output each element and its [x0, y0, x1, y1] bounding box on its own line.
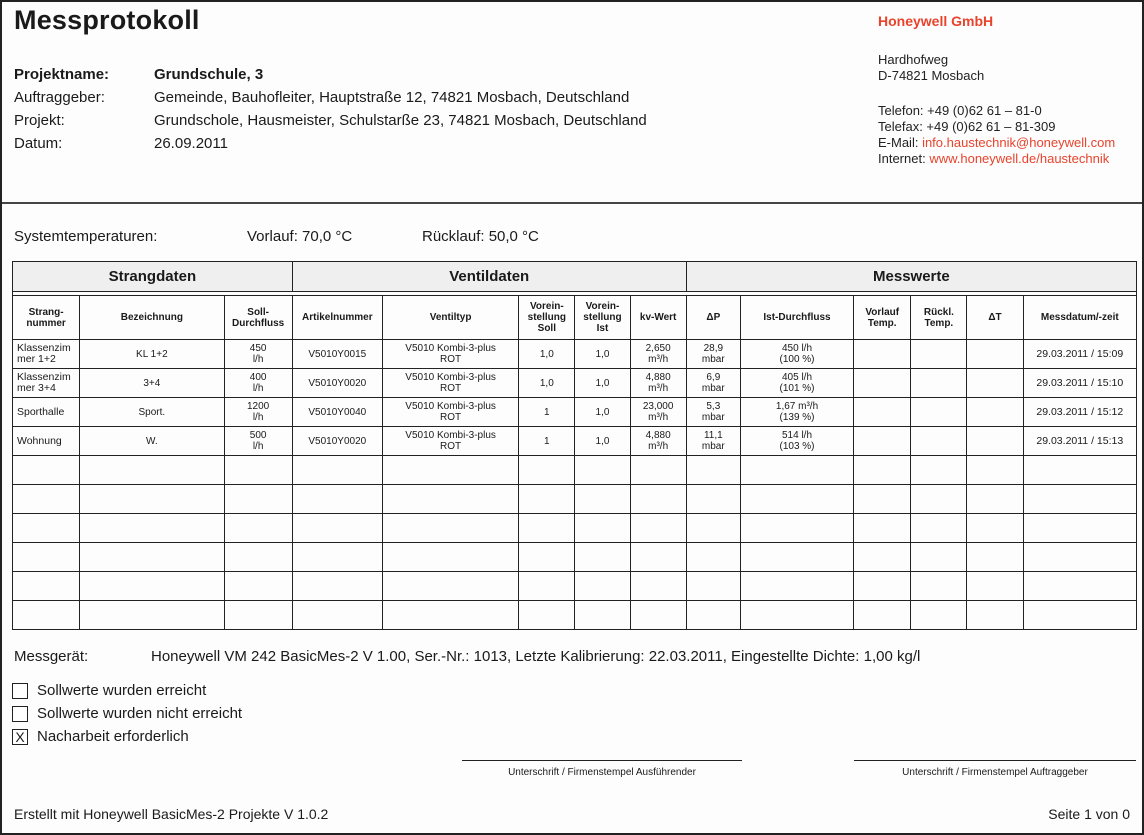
- cell-empty: [686, 456, 740, 485]
- cell-empty: [80, 514, 224, 543]
- table-row-empty: [13, 485, 1137, 514]
- cell-empty: [630, 514, 686, 543]
- cell-ist: 1,67 m³/h (139 %): [740, 398, 853, 427]
- cell-empty: [967, 456, 1023, 485]
- auftraggeber-label: Auftraggeber:: [14, 89, 105, 106]
- info-row-projektname: [14, 63, 647, 86]
- vorlauf-value: Vorlauf: 70,0 °C: [247, 228, 353, 245]
- cell-empty: [740, 456, 853, 485]
- cell-empty: [13, 601, 80, 630]
- cell-soll: 400 l/h: [224, 369, 292, 398]
- footer-created-by: Erstellt mit Honeywell BasicMes-2 Projekte V 1.0.2: [14, 806, 329, 822]
- cell-empty: [382, 543, 518, 572]
- cell-empty: [630, 572, 686, 601]
- cell-vsoll: 1: [519, 427, 575, 456]
- cell-empty: [575, 456, 630, 485]
- col-header-rueckl-temp: Rückl. Temp.: [911, 296, 967, 340]
- cell-empty: [854, 543, 911, 572]
- company-phone: Telefon: +49 (0)62 61 – 81-0: [878, 103, 1042, 118]
- cell-ist: 405 l/h (101 %): [740, 369, 853, 398]
- cell-soll: 450 l/h: [224, 340, 292, 369]
- cell-rt: [911, 369, 967, 398]
- info-row-projekt: [14, 109, 647, 132]
- table-row: [13, 340, 1137, 369]
- group-messwerte: Messwerte: [686, 262, 1136, 292]
- cell-empty: [630, 601, 686, 630]
- company-address: [878, 52, 984, 84]
- table-row-empty: [13, 543, 1137, 572]
- col-header-voreinstellung-ist: Vorein- stellung Ist: [575, 296, 630, 340]
- col-header-messdatum: Messdatum/-zeit: [1023, 296, 1136, 340]
- footer-page-number: Seite 1 von 0: [1048, 806, 1130, 822]
- measurement-table: [12, 261, 1137, 630]
- cell-vist: 1,0: [575, 427, 630, 456]
- check-label: Nacharbeit erforderlich: [37, 728, 189, 745]
- projektname-value: Grundschule, 3: [154, 66, 264, 83]
- col-header-strangnummer: Strang- nummer: [13, 296, 80, 340]
- cell-empty: [967, 514, 1023, 543]
- col-header-ist-durchfluss: Ist-Durchfluss: [740, 296, 853, 340]
- col-header-vorlauf-temp: Vorlauf Temp.: [854, 296, 911, 340]
- datum-value: 26.09.2011: [154, 135, 228, 152]
- group-header-row: [13, 262, 1137, 292]
- cell-ventil: V5010 Kombi-3-plus ROT: [382, 369, 518, 398]
- email-link[interactable]: info.haustechnik@honeywell.com: [922, 135, 1116, 150]
- internet-link[interactable]: www.honeywell.de/haustechnik: [929, 151, 1110, 166]
- col-header-voreinstellung-soll: Vorein- stellung Soll: [519, 296, 575, 340]
- cell-empty: [575, 485, 630, 514]
- cell-empty: [224, 485, 292, 514]
- cell-empty: [967, 543, 1023, 572]
- cell-empty: [1023, 601, 1136, 630]
- cell-ist: 514 l/h (103 %): [740, 427, 853, 456]
- cell-kv: 2,650 m³/h: [630, 340, 686, 369]
- cell-empty: [575, 601, 630, 630]
- cell-empty: [13, 572, 80, 601]
- header-divider: [2, 202, 1142, 204]
- cell-vist: 1,0: [575, 398, 630, 427]
- cell-empty: [80, 543, 224, 572]
- company-name: Honeywell GmbH: [878, 13, 994, 29]
- cell-empty: [740, 485, 853, 514]
- cell-empty: [911, 601, 967, 630]
- cell-empty: [967, 485, 1023, 514]
- company-fax: Telefax: +49 (0)62 61 – 81-309: [878, 119, 1056, 134]
- cell-empty: [382, 485, 518, 514]
- cell-vt: [854, 340, 911, 369]
- cell-strang: Klassenzim mer 3+4: [13, 369, 80, 398]
- cell-empty: [854, 514, 911, 543]
- cell-empty: [292, 601, 382, 630]
- cell-empty: [13, 543, 80, 572]
- check-nacharbeit[interactable]: [12, 725, 242, 748]
- cell-empty: [575, 543, 630, 572]
- datum-label: Datum:: [14, 135, 63, 152]
- checkbox-checked[interactable]: X: [12, 729, 28, 745]
- cell-strang: Sporthalle: [13, 398, 80, 427]
- company-city: D-74821 Mosbach: [878, 68, 985, 83]
- check-label: Sollwerte wurden nicht erreicht: [37, 705, 243, 722]
- cell-dp: 6,9 mbar: [686, 369, 740, 398]
- col-header-bezeichnung: Bezeichnung: [80, 296, 224, 340]
- email-label: E-Mail:: [878, 135, 923, 150]
- auftraggeber-value: Gemeinde, Bauhofleiter, Hauptstraße 12, 74821 Mosbach, Deutschland: [154, 89, 630, 106]
- cell-vsoll: 1: [519, 398, 575, 427]
- col-header-soll-durchfluss: Soll- Durchfluss: [224, 296, 292, 340]
- cell-kv: 23,000 m³/h: [630, 398, 686, 427]
- cell-empty: [854, 572, 911, 601]
- check-label: Sollwerte wurden erreicht: [37, 682, 207, 699]
- cell-artikel: V5010Y0015: [292, 340, 382, 369]
- cell-empty: [630, 543, 686, 572]
- table-row: [13, 369, 1137, 398]
- cell-rt: [911, 398, 967, 427]
- cell-empty: [519, 514, 575, 543]
- company-contact: [878, 103, 1115, 167]
- cell-empty: [80, 485, 224, 514]
- col-header-ventiltyp: Ventiltyp: [382, 296, 518, 340]
- cell-empty: [224, 601, 292, 630]
- cell-vsoll: 1,0: [519, 340, 575, 369]
- cell-empty: [13, 514, 80, 543]
- cell-empty: [911, 572, 967, 601]
- cell-empty: [382, 514, 518, 543]
- cell-empty: [854, 485, 911, 514]
- cell-empty: [575, 514, 630, 543]
- cell-empty: [740, 543, 853, 572]
- signature-ausfuehrender: Unterschrift / Firmenstempel Ausführender: [462, 760, 742, 778]
- cell-empty: [686, 514, 740, 543]
- signature-auftraggeber: Unterschrift / Firmenstempel Auftraggeber: [854, 760, 1136, 778]
- messgeraet-line: [14, 648, 921, 665]
- cell-ist: 450 l/h (100 %): [740, 340, 853, 369]
- cell-rt: [911, 340, 967, 369]
- cell-empty: [382, 572, 518, 601]
- cell-empty: [224, 514, 292, 543]
- cell-vt: [854, 398, 911, 427]
- cell-bez: W.: [80, 427, 224, 456]
- cell-empty: [519, 572, 575, 601]
- cell-ventil: V5010 Kombi-3-plus ROT: [382, 427, 518, 456]
- cell-dt: [967, 369, 1023, 398]
- cell-empty: [224, 543, 292, 572]
- cell-empty: [382, 456, 518, 485]
- cell-kv: 4,880 m³/h: [630, 427, 686, 456]
- cell-empty: [292, 485, 382, 514]
- cell-datum: 29.03.2011 / 15:13: [1023, 427, 1136, 456]
- cell-empty: [911, 543, 967, 572]
- cell-ventil: V5010 Kombi-3-plus ROT: [382, 398, 518, 427]
- cell-soll: 1200 l/h: [224, 398, 292, 427]
- cell-empty: [80, 456, 224, 485]
- cell-artikel: V5010Y0040: [292, 398, 382, 427]
- table-row: [13, 398, 1137, 427]
- cell-empty: [686, 485, 740, 514]
- cell-datum: 29.03.2011 / 15:09: [1023, 340, 1136, 369]
- cell-soll: 500 l/h: [224, 427, 292, 456]
- cell-empty: [686, 601, 740, 630]
- cell-empty: [1023, 543, 1136, 572]
- cell-dt: [967, 398, 1023, 427]
- cell-empty: [1023, 456, 1136, 485]
- group-strangdaten: Strangdaten: [13, 262, 293, 292]
- info-row-datum: [14, 132, 647, 155]
- messgeraet-label: Messgerät:: [14, 648, 89, 665]
- company-internet-line: [878, 151, 1115, 167]
- table-row-empty: [13, 572, 1137, 601]
- table-row-empty: [13, 514, 1137, 543]
- cell-bez: KL 1+2: [80, 340, 224, 369]
- cell-empty: [740, 514, 853, 543]
- cell-empty: [13, 485, 80, 514]
- cell-empty: [382, 601, 518, 630]
- table-body: [13, 340, 1137, 630]
- cell-artikel: V5010Y0020: [292, 427, 382, 456]
- cell-empty: [292, 572, 382, 601]
- col-header-kv-wert: kv-Wert: [630, 296, 686, 340]
- checkbox[interactable]: [12, 683, 28, 699]
- cell-ventil: V5010 Kombi-3-plus ROT: [382, 340, 518, 369]
- cell-artikel: V5010Y0020: [292, 369, 382, 398]
- project-info: [14, 63, 647, 155]
- cell-empty: [1023, 514, 1136, 543]
- col-header-delta-t: ΔT: [967, 296, 1023, 340]
- cell-empty: [519, 456, 575, 485]
- cell-dp: 11,1 mbar: [686, 427, 740, 456]
- cell-bez: 3+4: [80, 369, 224, 398]
- col-header-artikelnummer: Artikelnummer: [292, 296, 382, 340]
- cell-dp: 5,3 mbar: [686, 398, 740, 427]
- info-row-auftraggeber: [14, 86, 647, 109]
- cell-empty: [13, 456, 80, 485]
- cell-empty: [854, 601, 911, 630]
- cell-empty: [630, 456, 686, 485]
- company-email-line: [878, 135, 1115, 151]
- cell-empty: [630, 485, 686, 514]
- internet-label: Internet:: [878, 151, 930, 166]
- cell-vist: 1,0: [575, 340, 630, 369]
- cell-empty: [80, 601, 224, 630]
- cell-empty: [519, 485, 575, 514]
- cell-empty: [740, 572, 853, 601]
- cell-empty: [686, 572, 740, 601]
- cell-strang: Klassenzim mer 1+2: [13, 340, 80, 369]
- cell-empty: [911, 485, 967, 514]
- cell-vt: [854, 369, 911, 398]
- table-row: [13, 427, 1137, 456]
- cell-empty: [292, 514, 382, 543]
- cell-vist: 1,0: [575, 369, 630, 398]
- cell-kv: 4,880 m³/h: [630, 369, 686, 398]
- projekt-value: Grundschole, Hausmeister, Schulstarße 23, 74821 Mosbach, Deutschland: [154, 112, 647, 129]
- cell-datum: 29.03.2011 / 15:12: [1023, 398, 1136, 427]
- checkbox-list: [12, 679, 242, 748]
- projekt-label: Projekt:: [14, 112, 65, 129]
- cell-empty: [686, 543, 740, 572]
- projektname-label: Projektname:: [14, 66, 110, 83]
- group-ventildaten: Ventildaten: [292, 262, 686, 292]
- ruecklauf-value: Rücklauf: 50,0 °C: [422, 228, 539, 245]
- cell-empty: [740, 601, 853, 630]
- cell-strang: Wohnung: [13, 427, 80, 456]
- cell-bez: Sport.: [80, 398, 224, 427]
- cell-empty: [519, 601, 575, 630]
- cell-empty: [519, 543, 575, 572]
- cell-empty: [80, 572, 224, 601]
- cell-empty: [292, 543, 382, 572]
- cell-empty: [575, 572, 630, 601]
- cell-empty: [967, 572, 1023, 601]
- cell-dp: 28,9 mbar: [686, 340, 740, 369]
- checkbox[interactable]: [12, 706, 28, 722]
- table-row-empty: [13, 456, 1137, 485]
- cell-empty: [967, 601, 1023, 630]
- cell-vsoll: 1,0: [519, 369, 575, 398]
- table-row-empty: [13, 601, 1137, 630]
- cell-empty: [224, 456, 292, 485]
- cell-empty: [1023, 485, 1136, 514]
- cell-empty: [854, 456, 911, 485]
- col-header-delta-p: ΔP: [686, 296, 740, 340]
- cell-rt: [911, 427, 967, 456]
- systemtemperaturen-label: Systemtemperaturen:: [14, 228, 158, 245]
- cell-empty: [292, 456, 382, 485]
- cell-vt: [854, 427, 911, 456]
- cell-dt: [967, 427, 1023, 456]
- cell-empty: [1023, 572, 1136, 601]
- cell-dt: [967, 340, 1023, 369]
- check-sollwerte-erreicht[interactable]: [12, 679, 242, 702]
- check-sollwerte-nicht-erreicht[interactable]: [12, 702, 242, 725]
- cell-empty: [911, 514, 967, 543]
- cell-datum: 29.03.2011 / 15:10: [1023, 369, 1136, 398]
- cell-empty: [911, 456, 967, 485]
- company-street: Hardhofweg: [878, 52, 949, 67]
- cell-empty: [224, 572, 292, 601]
- messgeraet-value: Honeywell VM 242 BasicMes-2 V 1.00, Ser.-Nr.: 1013, Letzte Kalibrierung: 22.03.2011, Eingestellte Dichte: 1,00 kg/l: [151, 648, 921, 665]
- document-title: Messprotokoll: [14, 5, 200, 35]
- column-header-row: [13, 296, 1137, 340]
